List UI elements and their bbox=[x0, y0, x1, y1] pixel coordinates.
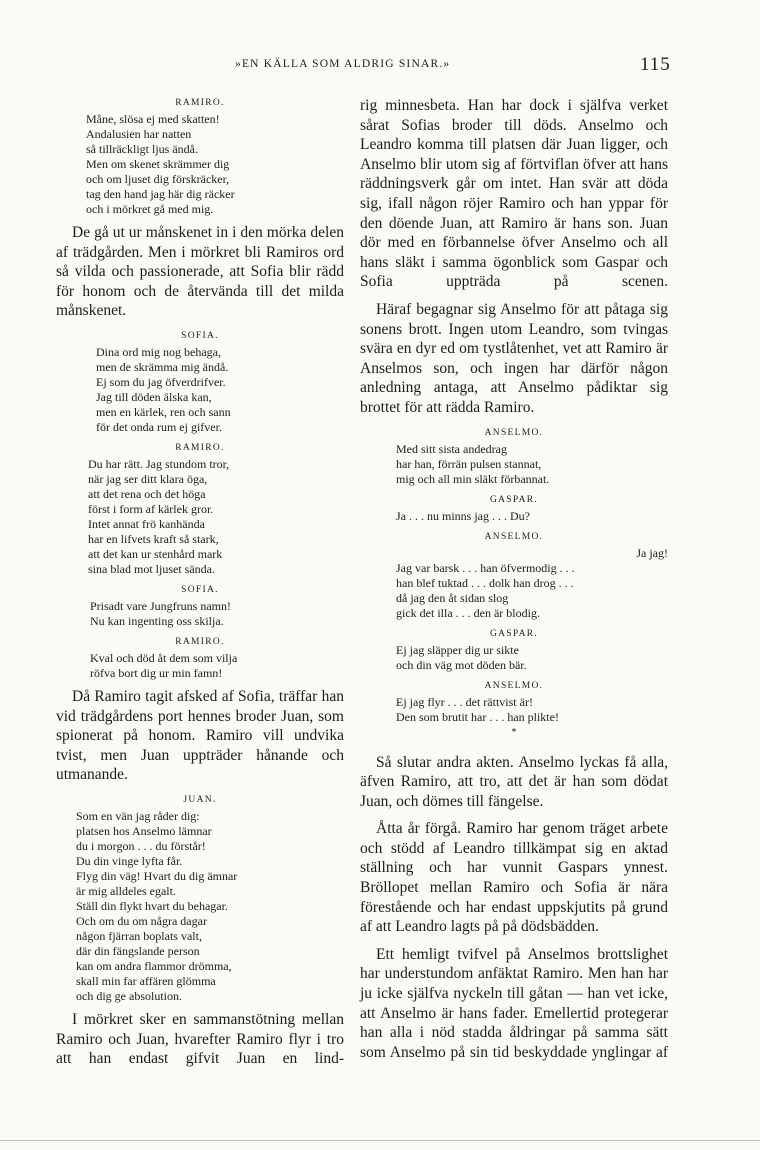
page-number: 115 bbox=[640, 54, 671, 75]
verse-line: Du din vinge lyfta får. bbox=[76, 853, 183, 868]
verse-line: Måne, slösa ej med skatten! bbox=[86, 112, 220, 126]
verse-line: där din fängslande person bbox=[76, 943, 200, 958]
verse-line: Du har rätt. Jag stundom tror, bbox=[88, 456, 230, 471]
verse-block bbox=[56, 651, 344, 681]
verse-line: och i mörkret gå med mig. bbox=[86, 202, 214, 216]
verse-line: någon fjärran boplats valt, bbox=[76, 928, 202, 943]
speaker-name: RAMIRO. bbox=[175, 636, 225, 647]
verse-line: Med sitt sista andedrag bbox=[396, 441, 507, 456]
verse-line: har en lifvets kraft så stark, bbox=[88, 531, 219, 546]
verse-block bbox=[360, 442, 668, 487]
verse-line: först i form af kärlek gror. bbox=[88, 501, 214, 516]
verse-line: Prisadt vare Jungfruns namn! bbox=[90, 598, 231, 613]
verse-block bbox=[360, 695, 668, 725]
verse-line: Dina ord mig nog behaga, bbox=[96, 344, 221, 359]
speaker-name: GASPAR. bbox=[489, 494, 539, 505]
verse-line: Intet annat frö kanhända bbox=[88, 516, 205, 531]
verse-line: och om ljuset dig förskräcker, bbox=[86, 172, 230, 186]
verse-line: och dig ge absolution. bbox=[76, 988, 182, 1003]
verse-line: att det rena och det höga bbox=[88, 486, 206, 501]
verse-line: för det onda rum ej gifver. bbox=[96, 419, 222, 434]
running-title: »EN KÄLLA SOM ALDRIG SINAR.» bbox=[235, 58, 451, 70]
verse-block bbox=[56, 112, 344, 217]
speaker-name: ANSELMO. bbox=[484, 427, 544, 438]
verse-line: platsen hos Anselmo lämnar bbox=[76, 823, 212, 838]
verse-line: har han, förrän pulsen stannat, bbox=[396, 456, 542, 471]
verse-line: Flyg din väg! Hvart du dig ämnar bbox=[76, 868, 238, 883]
verse-line: Ställ din flykt hvart du behagar. bbox=[76, 898, 228, 913]
verse-line: gick det illa . . . den är blodig. bbox=[396, 605, 540, 620]
left-column bbox=[56, 96, 344, 1077]
verse-line: men de skrämma mig ändå. bbox=[96, 359, 229, 374]
verse-block bbox=[360, 546, 668, 621]
verse-line: Ej jag släpper dig ur sikte bbox=[396, 642, 519, 657]
verse-line: kan om andra flammor drömma, bbox=[76, 958, 232, 973]
prose-paragraph: Så slutar andra akten. Anselmo lyckas få alla, äfven Ramiro, att tro, att det är han som dödat Juan, och dömes till fängelse. bbox=[360, 753, 668, 810]
verse-line: Jag var barsk . . . han öfvermodig . . . bbox=[396, 560, 575, 575]
verse-line: skall min far affären glömma bbox=[76, 973, 216, 988]
verse-line: så tillräckligt ljus ändå. bbox=[86, 142, 198, 156]
page-header bbox=[0, 54, 760, 78]
verse-block bbox=[360, 643, 668, 673]
verse-line: röfva bort dig ur min famn! bbox=[90, 665, 223, 680]
verse-line: Ja . . . nu minns jag . . . Du? bbox=[396, 508, 530, 523]
verse-line: Och om du om några dagar bbox=[76, 913, 207, 928]
section-separator: * bbox=[511, 726, 517, 738]
speaker-name: RAMIRO. bbox=[175, 98, 225, 108]
prose-paragraph: Ett hemligt tvifvel på Anselmos brottslighet har understundom anfäktat Ramiro. Men han har ju icke själfva nyckeln till gåtan — han vet icke, att Anselmo är hans fader. Emellertid protegerar han alla i nöd stadda åldringar på samma sätt som Anselmo på sin tid beskyddade ynglingar af bbox=[360, 945, 668, 1061]
speaker-name: RAMIRO. bbox=[175, 442, 225, 453]
verse-line: Andalusien har natten bbox=[86, 127, 192, 141]
speaker-name: GASPAR. bbox=[489, 628, 539, 639]
verse-block bbox=[360, 509, 668, 524]
verse-line: och din väg mot döden bär. bbox=[396, 657, 527, 672]
verse-line: Ej som du jag öfverdrifver. bbox=[96, 374, 226, 389]
verse-line: men en kärlek, ren och sann bbox=[96, 404, 231, 419]
prose-paragraph: Åtta år förgå. Ramiro har genom träget arbete och stödd af Leandro tillkämpat sig en aktad ställning och har vunnit Gaspars ynnest. Bröllopet mellan Ramiro och Sofia är nära förestående och har endast uppskjutits på grund af att Leandro lagts på på dödsbädden. bbox=[360, 820, 668, 936]
prose-paragraph: rig minnesbeta. Han har dock i själfva verket sårat Sofias broder till döds. Anselmo och Leandro komma till platsen där Juan ligger, och Anselmo blir utom sig af förtviflan öfver att hans räddningsverk går om intet. Han svär att döda sig, ifall någon röjer Ramiro och han yppar för den döende Juan, att Ramiro är hans son. Juan dör med en förbannelse öfver Anselmo och all hans släkt i samma ögonblick som Gaspar och Sofia uppträda på scenen. bbox=[360, 97, 668, 291]
verse-line: Ja jag! bbox=[636, 545, 668, 560]
speaker-name: ANSELMO. bbox=[484, 680, 544, 691]
verse-line: Jag till döden älska kan, bbox=[96, 389, 212, 404]
verse-line: han blef tuktad . . . dolk han drog . . . bbox=[396, 575, 574, 590]
prose-paragraph: De gå ut ur månskenet in i den mörka delen af trädgården. Men i mörkret bli Ramiros ord så vilda och passionerade, att Sofia blir rädd för honom och de återvända till det milda månskenet. bbox=[56, 224, 344, 320]
verse-block bbox=[56, 457, 344, 577]
verse-line: Som en vän jag råder dig: bbox=[76, 808, 200, 823]
verse-line: Men om skenet skrämmer dig bbox=[86, 157, 230, 171]
verse-block bbox=[56, 809, 344, 1004]
prose-paragraph: Då Ramiro tagit afsked af Sofia, träffar han vid trädgårdens port hennes broder Juan, som spionerat på honom. Ramiro vill undvika tvist, men Juan uppträder hånande och utmanande. bbox=[56, 687, 344, 784]
page-bottom-edge bbox=[0, 1140, 760, 1141]
verse-lines bbox=[396, 561, 668, 621]
right-column bbox=[360, 96, 668, 1070]
verse-line: när jag ser ditt klara öga, bbox=[88, 471, 208, 486]
prose-paragraph: Häraf begagnar sig Anselmo för att påtaga sig sonens brott. Ingen utom Leandro, som tvingas svära en dyr ed om tystlåtenhet, vet att Ramiro är Anselmos son, och ingen har därför någon anledning antaga, att Anselmo pådiktar sig brottet för att rädda Ramiro. bbox=[360, 300, 668, 416]
verse-line: tag den hand jag här dig räcker bbox=[86, 187, 235, 201]
verse-line: du i morgon . . . du förstår! bbox=[76, 838, 206, 853]
speaker-name: SOFIA. bbox=[181, 584, 219, 595]
verse-line: Den som brutit har . . . han plikte! bbox=[396, 709, 559, 724]
verse-line: då jag den åt sidan slog bbox=[396, 590, 509, 605]
verse-line: att det kan ur stenhård mark bbox=[88, 546, 223, 561]
verse-line: är mig alldeles egalt. bbox=[76, 883, 176, 898]
verse-line: Nu kan ingenting oss skilja. bbox=[90, 613, 224, 628]
verse-line: mig och all min släkt förbannat. bbox=[396, 471, 550, 486]
speaker-name: JUAN. bbox=[183, 794, 217, 805]
verse-line: Kval och död åt dem som vilja bbox=[90, 650, 238, 665]
verse-block bbox=[56, 599, 344, 629]
verse-line: sina blad mot ljuset sända. bbox=[88, 561, 215, 576]
verse-block bbox=[56, 345, 344, 435]
prose-paragraph: I mörkret sker en sammanstötning mellan Ramiro och Juan, hvarefter Ramiro flyr i tro att han endast gifvit Juan en lind- bbox=[56, 1010, 344, 1068]
speaker-name: SOFIA. bbox=[181, 330, 219, 341]
verse-line: Ej jag flyr . . . det rättvist är! bbox=[396, 694, 533, 709]
speaker-name: ANSELMO. bbox=[484, 531, 544, 542]
